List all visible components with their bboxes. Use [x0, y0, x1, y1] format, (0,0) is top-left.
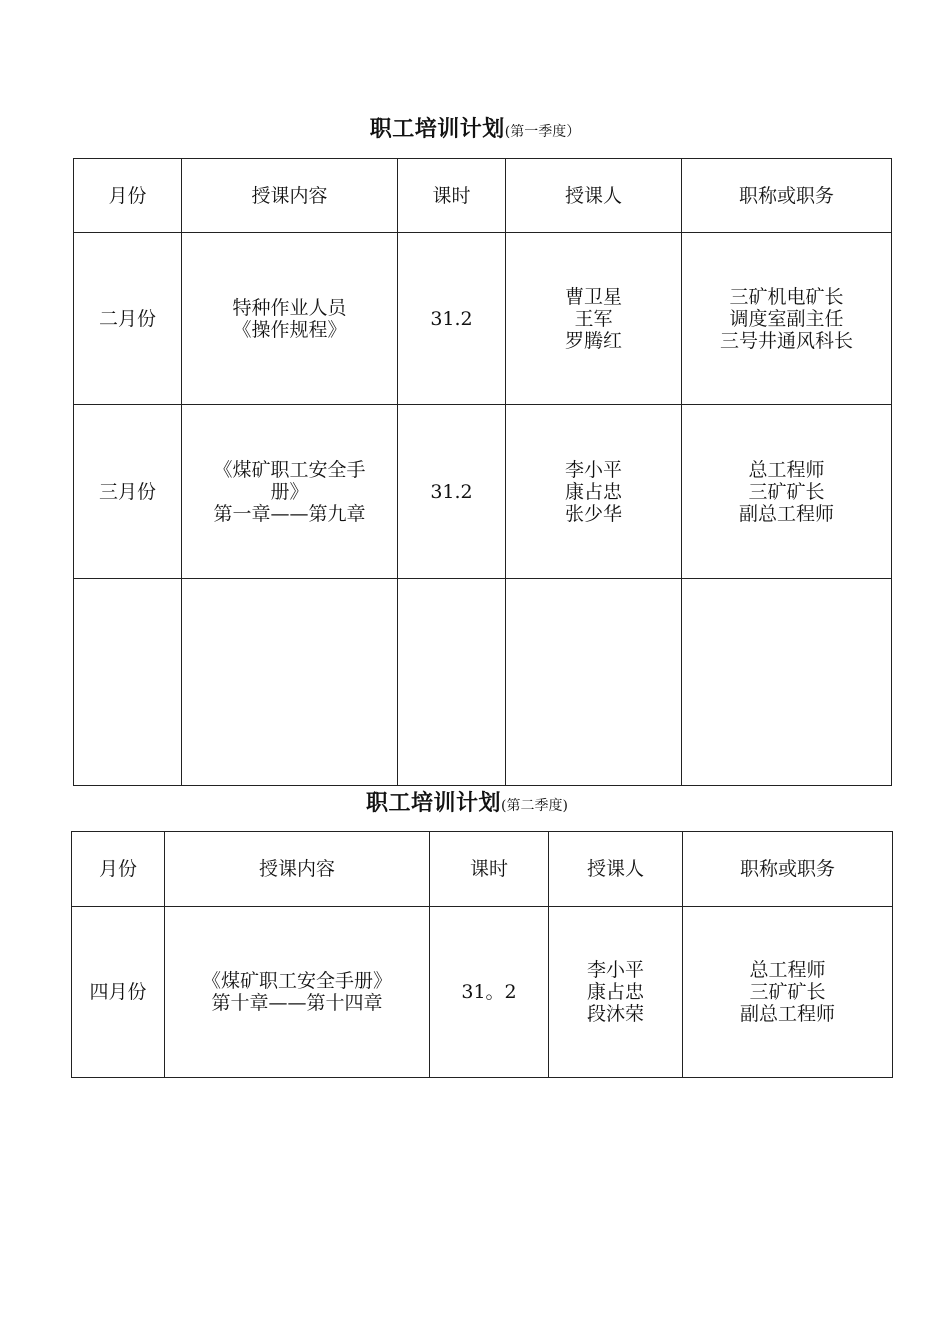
row-title: 总工程师: [748, 458, 825, 481]
table-row: [72, 907, 893, 1078]
row-content: [182, 233, 398, 405]
q1-header-teacher: 授课人: [506, 159, 682, 233]
q1-title: [0, 112, 950, 143]
row-teacher: 康占忠: [564, 480, 622, 503]
row-title: 三矿矿长: [748, 480, 825, 503]
row-title: 总工程师: [749, 959, 826, 981]
q1-header-hours: 课时: [398, 159, 506, 233]
row-content: [165, 907, 430, 1078]
row-content: [182, 405, 398, 579]
q2-header-hours: 课时: [430, 832, 549, 907]
row-titles: [682, 405, 892, 579]
row-content-line: 《操作规程》: [232, 318, 347, 341]
q2-table: [71, 831, 893, 1078]
row-teacher: 康占忠: [586, 981, 644, 1003]
row-title: 副总工程师: [739, 1003, 835, 1025]
empty-cell: [506, 579, 682, 786]
q1-title-main: 职工培训计划: [369, 117, 505, 142]
row-teacher: 李小平: [586, 959, 644, 981]
row-month: 二月份: [74, 233, 182, 405]
q2-title: [0, 786, 942, 817]
empty-cell: [398, 579, 506, 786]
row-hours: 31。2: [430, 907, 549, 1078]
row-titles: [682, 233, 892, 405]
q2-title-subtitle: (第二季度): [501, 798, 568, 814]
row-month: 四月份: [72, 907, 165, 1078]
q1-header-month: 月份: [74, 159, 182, 233]
table-row: [74, 233, 892, 405]
empty-cell: [682, 579, 892, 786]
row-month: 三月份: [74, 405, 182, 579]
row-teacher: 王军: [574, 307, 613, 330]
row-teachers: [506, 233, 682, 405]
row-teacher: 李小平: [564, 458, 622, 481]
row-title: 三矿矿长: [749, 981, 826, 1003]
row-teachers: [549, 907, 683, 1078]
row-hours: 31.2: [398, 405, 506, 579]
empty-cell: [182, 579, 398, 786]
row-content-line: 特种作业人员: [232, 296, 347, 319]
row-content-line: 《煤矿职工安全手册》: [201, 970, 392, 992]
q2-header-content: 授课内容: [165, 832, 430, 907]
row-title: 三矿机电矿长: [729, 285, 844, 308]
q1-title-subtitle: (第一季度）: [504, 124, 581, 140]
q1-header-row: [74, 159, 892, 233]
row-teacher: 张少华: [564, 502, 622, 525]
row-title: 调度室副主任: [729, 307, 844, 330]
q1-header-content: 授课内容: [182, 159, 398, 233]
row-hours: 31.2: [398, 233, 506, 405]
table-row: [74, 405, 892, 579]
row-titles: [683, 907, 893, 1078]
q2-header-title: 职称或职务: [683, 832, 893, 907]
table-row-empty: [74, 579, 892, 786]
empty-cell: [74, 579, 182, 786]
q1-table: [73, 158, 892, 786]
q2-header-month: 月份: [72, 832, 165, 907]
row-teacher: 曹卫星: [564, 285, 622, 308]
row-content-line: 册》: [270, 480, 309, 503]
row-teacher: 段沐荣: [586, 1003, 644, 1025]
row-teachers: [506, 405, 682, 579]
row-title: 副总工程师: [738, 502, 834, 525]
q1-header-title: 职称或职务: [682, 159, 892, 233]
q2-title-main: 职工培训计划: [366, 791, 502, 816]
q2-header-row: [72, 832, 893, 907]
row-title: 三号井通风科长: [719, 329, 853, 352]
q2-header-teacher: 授课人: [549, 832, 683, 907]
row-content-line: 第一章——第九章: [213, 502, 366, 525]
row-teacher: 罗腾红: [564, 329, 622, 352]
row-content-line: 《煤矿职工安全手: [213, 458, 366, 481]
row-content-line: 第十章——第十四章: [211, 992, 383, 1014]
